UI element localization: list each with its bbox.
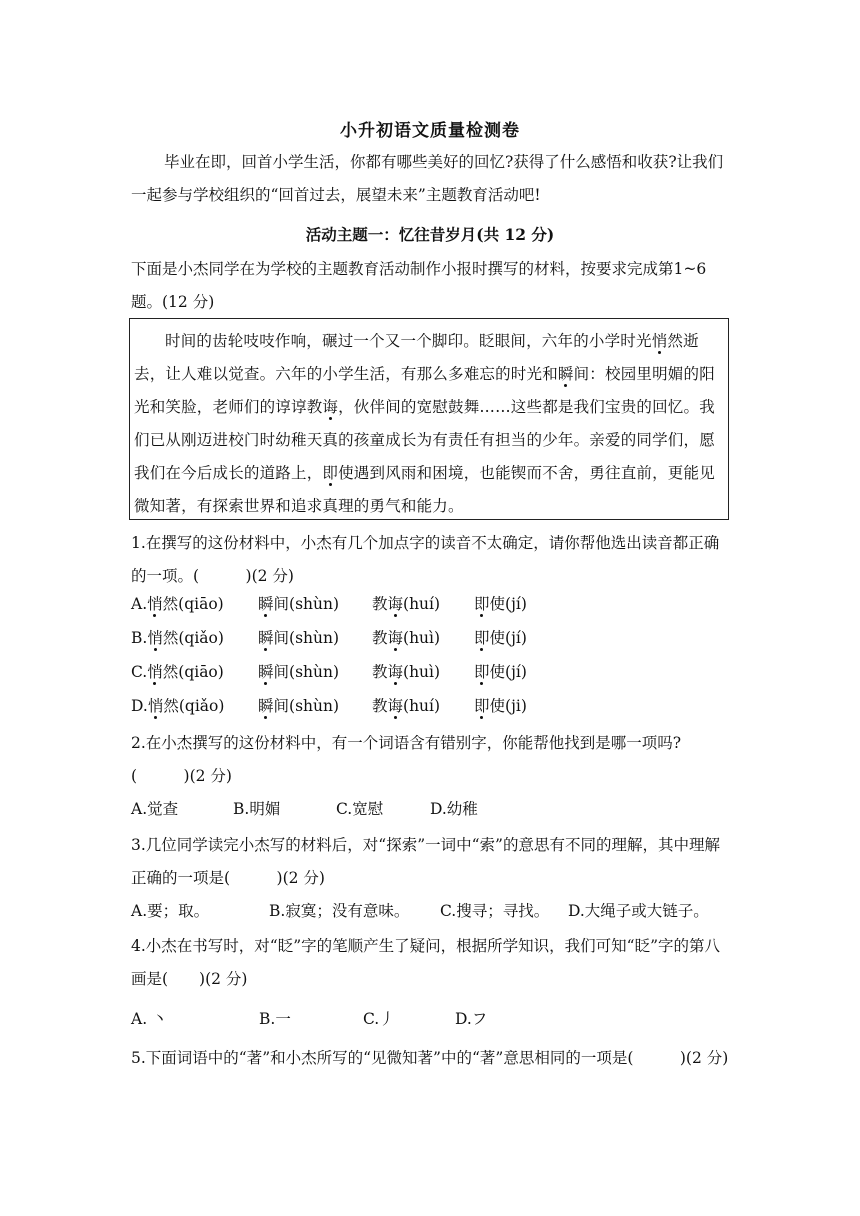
word-char: 然 (162, 595, 179, 613)
intro-paragraph: 毕业在即，回首小学生活，你都有哪些美好的回忆?获得了什么感悟和收获?让我们一起参与学校组织的“回首过去，展望未来”主题教育活动吧! (131, 153, 724, 204)
dotted-char: 悄 (147, 663, 163, 681)
pinyin: (jí) (505, 629, 527, 647)
section-heading: 活动主题一：忆往昔岁月(共 12 分) (305, 225, 555, 244)
material-box (129, 318, 729, 520)
dotted-char: 悄 (147, 629, 163, 647)
q4-option-c: C.丿 (363, 1010, 395, 1028)
page-title: 小升初语文质量检测卷 (340, 121, 520, 141)
material-segment: 然逝去，让人难以觉查。六年的小学生活，有那么多难忘的时光和 (134, 332, 699, 383)
pinyin: (qiāo) (178, 663, 224, 681)
dotted-char: 悄 (147, 697, 164, 715)
material-segment: 时间的齿轮吱吱作响，碾过一个又一个脚印。眨眼间，六年的小学时光 (165, 332, 652, 350)
pinyin: (huí) (403, 697, 441, 715)
pinyin: (huí) (403, 595, 441, 613)
q2-option-d: D.幼稚 (430, 800, 478, 818)
pinyin: (qiǎo) (178, 697, 225, 715)
question-5-stem: 5.下面词语中的“著”和小杰所写的“见微知著”中的“著”意思相同的一项是( )(2 分) (131, 1049, 729, 1067)
pinyin: (jí) (505, 663, 527, 681)
pinyin: (huì) (403, 629, 441, 647)
dotted-char: 瞬 (258, 629, 274, 647)
word-char: 然 (162, 663, 179, 681)
dotted-char: 诲 (387, 697, 404, 715)
dotted-char: 瞬 (258, 697, 274, 715)
option-letter: A. (131, 595, 148, 613)
word-char: 使 (489, 697, 506, 715)
question-4-stem: 4.小杰在书写时，对“眨”字的笔顺产生了疑问，根据所学知识，我们可知“眨”字的第八画是( )(2 分) (131, 937, 720, 988)
word-char: 间 (273, 697, 290, 715)
material-segment: 间：校园里明媚的阳光和笑脸，老师们的谆谆教 (134, 365, 715, 416)
q4-option-d: D.フ (455, 1010, 488, 1028)
word-char: 然 (163, 697, 179, 715)
pinyin: (shùn) (289, 697, 340, 715)
word-char: 教 (372, 697, 388, 715)
word-char: 然 (162, 629, 179, 647)
word-char: 使 (489, 629, 506, 647)
word-char: 教 (372, 629, 388, 647)
q3-option-c: C.搜寻；寻找。 (440, 902, 550, 920)
dotted-char: 即 (474, 697, 490, 715)
dotted-char: 即 (474, 663, 490, 681)
dotted-char: 悄 (651, 332, 668, 350)
word-char: 间 (273, 663, 290, 681)
option-letter: B. (131, 629, 148, 647)
q2-option-b: B.明媚 (233, 800, 281, 818)
dotted-char: 诲 (387, 595, 404, 613)
word-char: 教 (372, 663, 388, 681)
dotted-char: 瞬 (258, 663, 274, 681)
material-segment: ，伙伴间的宽慰鼓舞……这些都是我们宝贵的回忆。我们已从刚迈进校门时幼稚天真的孩童成长为有责任有担当的少年。亲爱的同学们，愿我们在今后成长的道路上， (134, 398, 715, 482)
word-char: 间 (273, 629, 290, 647)
dotted-char: 瞬 (258, 595, 274, 613)
pinyin: (qiǎo) (178, 629, 224, 647)
question-1-stem: 1.在撰写的这份材料中，小杰有几个加点字的读音不太确定，请你帮他选出读音都正确的一项。( )(2 分) (131, 534, 720, 585)
word-char: 间 (273, 595, 290, 613)
pinyin: (ji) (505, 697, 527, 715)
word-char: 使 (489, 663, 506, 681)
instruction-paragraph: 下面是小杰同学在为学校的主题教育活动制作小报时撰写的材料，按要求完成第1~6 题。(12 分) (131, 260, 707, 311)
option-letter: C. (131, 663, 148, 681)
dotted-char: 瞬 (557, 365, 574, 383)
q2-option-c: C.宽慰 (336, 800, 384, 818)
q3-option-d: D.大绳子或大链子。 (568, 902, 709, 920)
pinyin: (shùn) (289, 663, 340, 681)
q4-option-b: B.一 (259, 1010, 291, 1028)
pinyin: (jí) (505, 595, 527, 613)
question-3-stem: 3.几位同学读完小杰写的材料后，对“探索”一词中“索”的意思有不同的理解，其中理解正确的一项是( )(2 分) (131, 836, 720, 887)
pinyin: (shùn) (289, 629, 340, 647)
question-2-stem: 2.在小杰撰写的这份材料中，有一个词语含有错别字，你能帮他找到是哪一项吗?( )(2 分) (131, 734, 682, 785)
option-letter: D. (131, 697, 148, 715)
dotted-char: 即 (474, 595, 490, 613)
dotted-char: 悄 (147, 595, 163, 613)
word-char: 使 (489, 595, 506, 613)
q4-option-a: A. 丶 (131, 1010, 168, 1028)
q3-option-b: B.寂寞；没有意味。 (269, 902, 410, 920)
pinyin: (shùn) (289, 595, 340, 613)
material-segment: 使遇到风雨和困境，也能锲而不舍，勇往直前，更能见微知著，有探索世界和追求真理的勇气和能力。 (134, 464, 715, 515)
dotted-char: 诲 (387, 629, 404, 647)
word-char: 教 (372, 595, 388, 613)
dotted-char: 即 (474, 629, 490, 647)
q3-option-a: A.要；取。 (131, 902, 210, 920)
q2-option-a: A.觉查 (131, 800, 179, 818)
dotted-char: 诲 (387, 663, 404, 681)
dotted-char: 即 (322, 464, 339, 482)
material-text (134, 325, 724, 523)
pinyin: (qiāo) (178, 595, 224, 613)
pinyin: (huì) (403, 663, 441, 681)
dotted-char: 诲 (322, 398, 339, 416)
